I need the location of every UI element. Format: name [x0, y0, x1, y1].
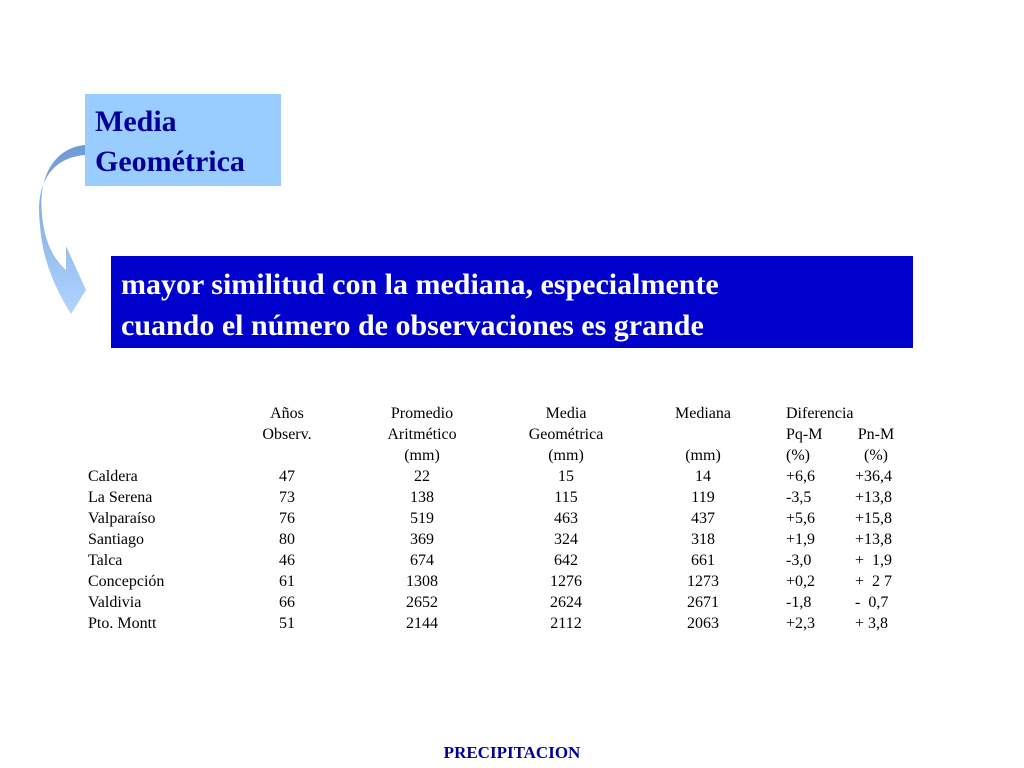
table-cell: 519 [410, 510, 434, 527]
table-cell: +15,8 [855, 510, 893, 527]
table-header-cell: Geométrica [528, 426, 604, 443]
table-cell: -1,8 [786, 594, 812, 611]
table-cell: 2063 [687, 615, 719, 632]
station-name: Santiago [88, 531, 144, 548]
table-cell: 119 [691, 489, 715, 506]
table-header-cell: (mm) [404, 447, 440, 464]
table-cell: 369 [410, 531, 434, 548]
table-cell: + 1,9 [855, 552, 893, 569]
table-header-cell: Aritmético [387, 426, 457, 443]
title-line-1: Media [95, 105, 177, 138]
table-header-cell: Años [270, 405, 304, 422]
table-header-cell: Promedio [390, 405, 454, 422]
table-cell: 76 [279, 510, 295, 527]
table-cell: 80 [279, 531, 295, 548]
table-header-cell: Observ. [262, 426, 312, 443]
table-cell: 463 [554, 510, 578, 527]
table-header-cell: (%) [786, 447, 810, 464]
station-name: Valparaíso [88, 510, 156, 527]
table-cell: 47 [279, 468, 295, 485]
table-cell: 73 [279, 489, 295, 506]
table-header-cell: (mm) [548, 447, 584, 464]
table-cell: 674 [410, 552, 434, 569]
table-header-cell: Mediana [675, 405, 731, 422]
table-cell: 14 [695, 468, 711, 485]
table-cell: +2,3 [786, 615, 816, 632]
table-cell: 46 [279, 552, 295, 569]
table-cell: 22 [414, 468, 430, 485]
table-cell: 2671 [687, 594, 719, 611]
table-cell: - 0,7 [855, 594, 889, 611]
table-header-cell: Pq-M [786, 426, 823, 443]
table-cell: 2652 [406, 594, 438, 611]
table-cell: 2112 [550, 615, 582, 632]
table-cell: 1308 [406, 573, 438, 590]
table-cell: 2624 [550, 594, 582, 611]
table-cell: +5,6 [786, 510, 816, 527]
table-cell: 661 [691, 552, 715, 569]
table-cell: 15 [558, 468, 574, 485]
highlight-line-2: cuando el número de observaciones es grande [121, 309, 704, 342]
table-header-cell: Diferencia [786, 405, 854, 422]
table-header-cell: Pn-M [857, 426, 895, 443]
table-cell: 115 [554, 489, 578, 506]
station-name: La Serena [88, 489, 153, 506]
table-cell: + 3,8 [855, 615, 889, 632]
table-cell: 1273 [687, 573, 719, 590]
table-cell: -3,5 [786, 489, 812, 506]
table-cell: +1,9 [786, 531, 816, 548]
title-line-2: Geométrica [95, 145, 245, 178]
footer-label: PRECIPITACION [443, 743, 581, 762]
highlight-box [111, 256, 913, 348]
table-cell: 66 [279, 594, 295, 611]
table-cell: -3,0 [786, 552, 812, 569]
table-cell: 61 [279, 573, 295, 590]
table-cell: 2144 [406, 615, 438, 632]
table-cell: + 2 7 [855, 573, 893, 590]
table-header-cell: (mm) [685, 447, 721, 464]
table-cell: +6,6 [786, 468, 816, 485]
station-name: Valdivia [88, 594, 142, 611]
station-name: Caldera [88, 468, 138, 485]
table-cell: +0,2 [786, 573, 816, 590]
table-cell: 51 [279, 615, 295, 632]
table-cell: 324 [554, 531, 578, 548]
station-name: Concepción [88, 573, 165, 590]
title-box [85, 94, 281, 186]
table-cell: +13,8 [855, 489, 893, 506]
station-name: Pto. Montt [88, 615, 157, 632]
table-cell: 138 [410, 489, 434, 506]
table-header-cell: Media [545, 405, 587, 422]
table-header-cell: (%) [864, 447, 888, 464]
table-cell: 642 [554, 552, 578, 569]
station-name: Talca [88, 552, 123, 569]
table-cell: +36,4 [855, 468, 893, 485]
table-cell: +13,8 [855, 531, 893, 548]
highlight-line-1: mayor similitud con la mediana, especialmente [121, 268, 719, 301]
table-cell: 1276 [550, 573, 582, 590]
table-cell: 318 [691, 531, 715, 548]
table-cell: 437 [691, 510, 715, 527]
